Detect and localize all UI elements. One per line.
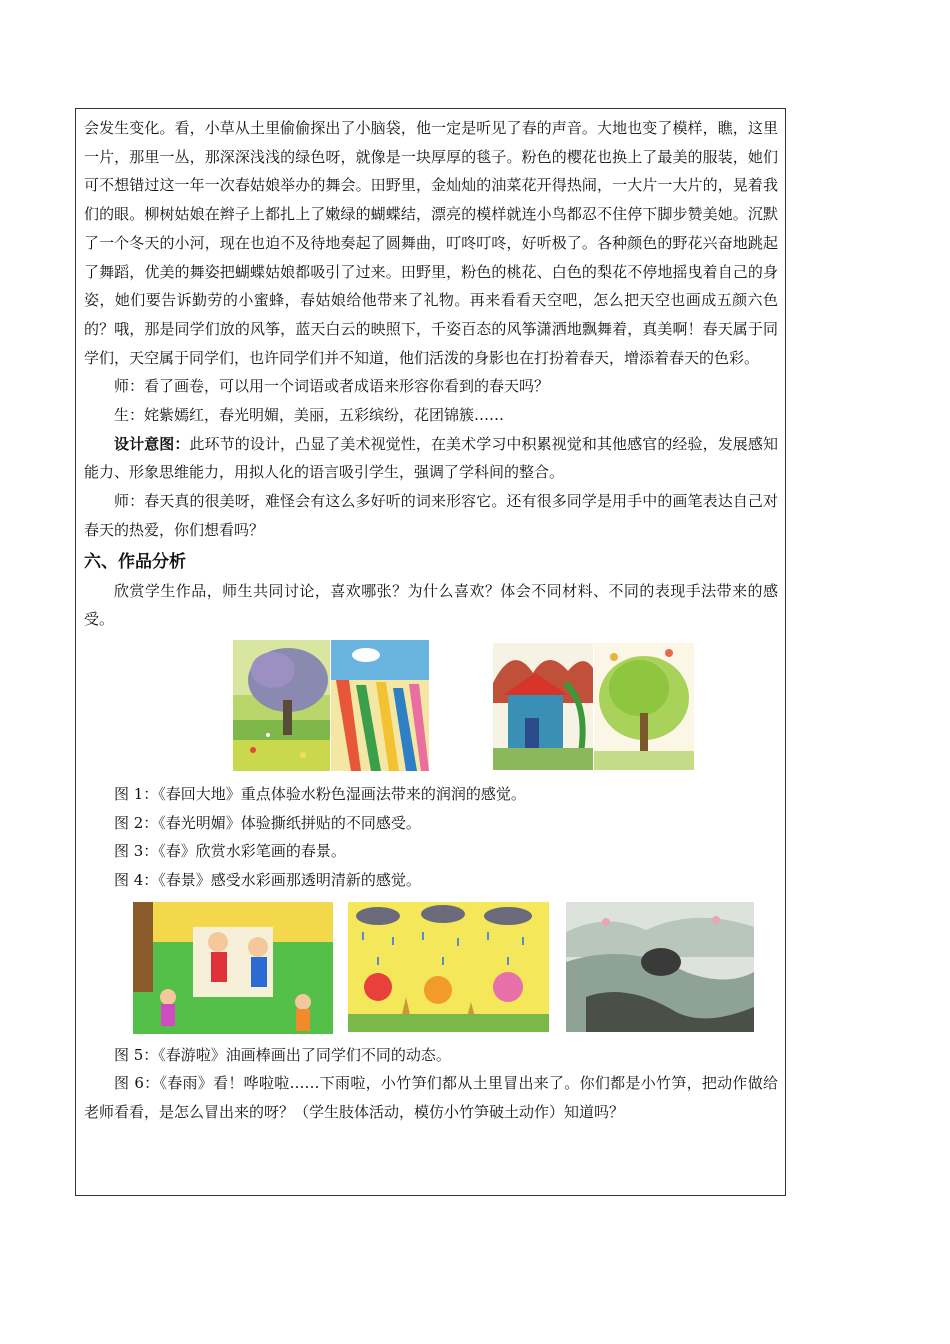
caption-figure-1: 图 1：《春回大地》重点体验水粉色湿画法带来的润润的感觉。 — [114, 784, 526, 803]
artwork-figure-5 — [133, 902, 333, 1034]
artwork-figure-2 — [331, 640, 429, 771]
artwork-figure-4 — [594, 643, 694, 770]
artwork-row-2 — [84, 895, 778, 1041]
section-heading: 六、作品分析 — [84, 551, 186, 572]
artwork-figure-1 — [233, 640, 330, 771]
caption-figure-2: 图 2：《春光明媚》体验撕纸拼贴的不同感受。 — [114, 813, 421, 832]
design-intent — [84, 430, 778, 487]
design-intent-label: 设计意图： — [114, 434, 190, 453]
student-answer: 生：姹紫嫣红，春光明媚，美丽，五彩缤纷，花团锦簇…… — [114, 406, 505, 425]
artwork-figure-7 — [566, 902, 754, 1032]
story-paragraph: 会发生变化。看，小草从土里偷偷探出了小脑袋，他一定是听见了春的声音。大地也变了模样，瞧，这里一片，那里一丛，那深深浅浅的绿色呀，就像是一块厚厚的毯子。粉色的樱花也换上了最美的服装，她们可不想错过这一年一次春姑娘举办的舞会。田野里，金灿灿的油菜花开得热闹，一大片一大片的，晃着我们的眼。柳树姑娘在辫子上都扎上了嫩绿的蝴蝶结，漂亮的模样就连小鸟都忍不住停下脚步赞美她。沉默了一个冬天的小河，现在也迫不及待地奏起了圆舞曲，叮咚叮咚，好听极了。各种颜色的野花兴奋地跳起了舞蹈，优美的舞姿把蝴蝶姑娘都吸引了过来。田野里，粉色的桃花、白色的梨花不停地摇曳着自己的身姿，她们要告诉勤劳的小蜜蜂，春姑娘给他带来了礼物。再来看看天空吧，怎么把天空也画成五颜六色的？哦，那是同学们放的风筝，蓝天白云的映照下，千姿百态的风筝潇洒地飘舞着，真美啊！春天属于同学们，天空属于同学们，也许同学们并不知道，他们活泼的身影也在打扮着春天，增添着春天的色彩。 — [84, 119, 778, 367]
caption-figure-6: 图 6：《春雨》看！哗啦啦……下雨啦，小竹笋们都从土里冒出来了。你们都是小竹笋，把动作做给老师看看，是怎么冒出来的呀？（学生肢体活动，模仿小竹笋破土动作）知道吗？ — [84, 1074, 778, 1122]
caption-figure-5: 图 5：《春游啦》油画棒画出了同学们不同的动态。 — [114, 1045, 451, 1064]
section-intro: 欣赏学生作品，师生共同讨论，喜欢哪张？为什么喜欢？体会不同材料、不同的表现手法带来的感受。 — [84, 581, 778, 629]
design-intent-text: 此环节的设计，凸显了美术视觉性，在美术学习中积累视觉和其他感官的经验，发展感知能力、形象思维能力，用拟人化的语言吸引学生，强调了学科间的整合。 — [84, 434, 778, 482]
artwork-figure-6 — [348, 902, 549, 1032]
caption-figure-3: 图 3：《春》欣赏水彩笔画的春景。 — [114, 842, 346, 861]
artwork-figure-3 — [493, 643, 593, 770]
caption-figure-4: 图 4：《春景》感受水彩画那透明清新的感觉。 — [114, 871, 421, 890]
teacher-paragraph: 师：春天真的很美呀，难怪会有这么多好听的词来形容它。还有很多同学是用手中的画笔表达自己对春天的热爱，你们想看吗？ — [84, 492, 778, 539]
artwork-row-1 — [84, 634, 778, 780]
teacher-question: 师：看了画卷，可以用一个词语或者成语来形容你看到的春天吗？ — [114, 377, 550, 396]
document-body — [84, 114, 778, 1127]
